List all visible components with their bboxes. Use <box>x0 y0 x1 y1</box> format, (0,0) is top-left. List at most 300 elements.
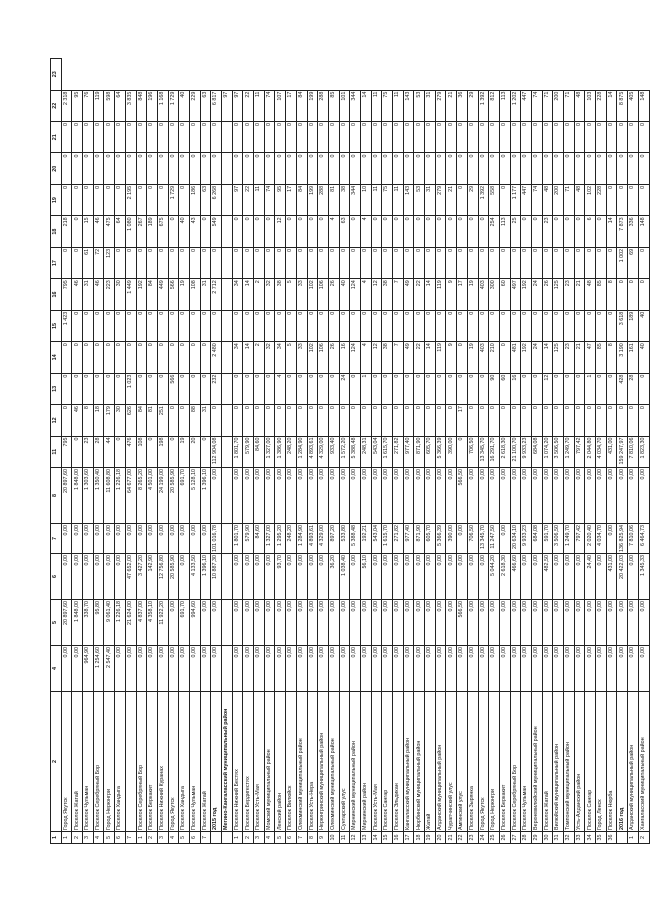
value-cell: 0 <box>382 216 393 247</box>
value-cell: 0 <box>414 216 425 247</box>
rotated-content <box>50 58 646 844</box>
value-cell: 605,70 <box>425 524 436 554</box>
value-cell: 81 <box>328 184 339 215</box>
value-cell: 0,00 <box>350 646 361 692</box>
value-cell: 0,00 <box>446 646 457 692</box>
value-cell: 0 <box>499 310 510 341</box>
row-number-cell: 7 <box>200 832 211 844</box>
value-cell: 18 <box>93 405 104 436</box>
value-cell: 4 358,10 <box>147 600 158 646</box>
value-cell: 0 <box>371 405 382 436</box>
value-cell: 29 <box>467 90 478 121</box>
row-number-cell: 21 <box>446 832 457 844</box>
value-cell: 0 <box>606 247 617 278</box>
value-cell: 0 <box>232 216 243 247</box>
table-row <box>307 59 318 844</box>
value-cell: 0 <box>467 310 478 341</box>
value-cell: 566 <box>168 373 179 404</box>
value-cell: 1 729 <box>168 90 179 121</box>
value-cell: 63 <box>200 90 211 121</box>
name-cell: Поселок Серебряный Бор <box>93 692 104 832</box>
value-cell: 0 <box>243 247 254 278</box>
value-cell: 0,00 <box>286 554 297 600</box>
value-cell: 994,60 <box>189 600 200 646</box>
value-cell: 14 <box>425 279 436 310</box>
value-cell: 0,00 <box>254 468 265 524</box>
value-cell: 7 873 <box>617 216 628 247</box>
value-cell: 0,00 <box>371 646 382 692</box>
value-cell: 0,00 <box>371 600 382 646</box>
value-cell: 0 <box>157 122 168 153</box>
value-cell: 0 <box>371 373 382 404</box>
value-cell: 1 168 <box>157 90 168 121</box>
value-cell: 0 <box>232 405 243 436</box>
value-cell: 566,50 <box>457 600 468 646</box>
value-cell: 0 <box>414 122 425 153</box>
value-cell: 0,00 <box>596 600 607 646</box>
value-cell: 1 396,10 <box>200 554 211 600</box>
value-cell: 449 <box>157 279 168 310</box>
value-cell: 161 <box>628 342 639 373</box>
value-cell: 0 <box>360 310 371 341</box>
value-cell: 0,00 <box>489 646 500 692</box>
value-cell: 0 <box>307 373 318 404</box>
value-cell: 579,90 <box>243 436 254 467</box>
value-cell: 0,00 <box>393 554 404 600</box>
value-cell: 248,31 <box>360 436 371 467</box>
value-cell: 189 <box>147 216 158 247</box>
value-cell: 0 <box>382 122 393 153</box>
value-cell: 49 <box>403 342 414 373</box>
row-number-cell: 20 <box>435 832 446 844</box>
value-cell: 1 202 <box>510 90 521 121</box>
value-cell: 0,00 <box>617 468 628 524</box>
value-cell: 3 618 <box>617 310 628 341</box>
value-cell: 0 <box>574 216 585 247</box>
value-cell: 0,00 <box>574 554 585 600</box>
table-row <box>350 59 361 844</box>
value-cell: 0,00 <box>360 468 371 524</box>
value-cell: 0 <box>425 247 436 278</box>
value-cell: 0,00 <box>414 600 425 646</box>
value-cell: 0 <box>350 122 361 153</box>
value-cell: 0 <box>596 153 607 184</box>
value-cell: 0,00 <box>382 468 393 524</box>
value-cell: 0 <box>232 122 243 153</box>
row-number-cell: 2 <box>147 832 158 844</box>
value-cell: 0,00 <box>318 646 329 692</box>
value-cell: 107 <box>275 90 286 121</box>
table-row <box>606 59 617 844</box>
value-cell: 0 <box>521 373 532 404</box>
value-cell: 125 <box>553 279 564 310</box>
value-cell: 210 <box>489 342 500 373</box>
value-cell: 74 <box>264 90 275 121</box>
value-cell: 142,90 <box>147 554 158 600</box>
value-cell: 0 <box>83 342 94 373</box>
value-cell: 0 <box>168 122 179 153</box>
value-cell: 13 345,70 <box>478 524 489 554</box>
value-cell: 0 <box>628 122 639 153</box>
value-cell: 0,00 <box>628 554 639 600</box>
value-cell: 0 <box>553 405 564 436</box>
value-cell: 0 <box>596 405 607 436</box>
value-cell: 0 <box>168 436 179 467</box>
value-cell: 0,00 <box>467 468 478 524</box>
row-number-cell: 19 <box>425 832 436 844</box>
value-cell: 0,00 <box>585 646 596 692</box>
value-cell: 0,00 <box>499 524 510 554</box>
value-cell: 0 <box>371 247 382 278</box>
value-cell: 0 <box>200 216 211 247</box>
value-cell: 0 <box>168 153 179 184</box>
value-cell: 21 100,70 <box>510 436 521 467</box>
value-cell: 63 <box>339 216 350 247</box>
name-cell: Город Якутск <box>478 692 489 832</box>
value-cell: 0,00 <box>425 646 436 692</box>
value-cell: 5 366,39 <box>435 436 446 467</box>
row-number-cell <box>222 832 233 844</box>
value-cell: 0,00 <box>478 468 489 524</box>
value-cell: 0 <box>200 310 211 341</box>
value-cell: 0,00 <box>414 646 425 692</box>
value-cell: 0,00 <box>179 554 190 600</box>
value-cell: 0 <box>286 122 297 153</box>
value-cell: 33 <box>296 279 307 310</box>
value-cell: 102 <box>307 279 318 310</box>
value-cell: 0 <box>179 373 190 404</box>
value-cell: 40 <box>638 310 649 341</box>
value-cell: 0 <box>403 153 414 184</box>
value-cell: 85 <box>596 279 607 310</box>
value-cell: 0 <box>286 373 297 404</box>
value-cell: 198 <box>157 436 168 467</box>
value-cell: 0 <box>147 436 158 467</box>
value-cell: 0 <box>531 405 542 436</box>
value-cell: 36 <box>457 90 468 121</box>
value-cell: 5 388,48 <box>350 524 361 554</box>
value-cell: 0 <box>542 122 553 153</box>
value-cell: 0 <box>307 310 318 341</box>
value-cell: 2 <box>254 342 265 373</box>
value-cell: 0 <box>531 310 542 341</box>
value-cell: 0 <box>93 310 104 341</box>
value-cell: 591,70 <box>542 524 553 554</box>
name-cell: Поселок Чульман <box>521 692 532 832</box>
value-cell: 795 <box>61 279 72 310</box>
value-cell: 0,00 <box>254 554 265 600</box>
column-header: 12 <box>51 405 62 436</box>
value-cell: 0 <box>232 247 243 278</box>
table-row <box>232 59 243 844</box>
value-cell: 8 <box>606 279 617 310</box>
value-cell: 34 <box>232 279 243 310</box>
value-cell: 0 <box>61 373 72 404</box>
value-cell: 0,00 <box>531 554 542 600</box>
value-cell: 0 <box>147 342 158 373</box>
value-cell: 28 <box>93 436 104 467</box>
value-cell: 0 <box>136 153 147 184</box>
value-cell: 123 <box>104 247 115 278</box>
value-cell: 1 396,10 <box>200 468 211 524</box>
value-cell: 71 <box>564 184 575 215</box>
value-cell: 0 <box>275 310 286 341</box>
value-cell: 22 <box>414 342 425 373</box>
value-cell: 19 <box>467 342 478 373</box>
value-cell: 0 <box>200 247 211 278</box>
value-cell: 95,80 <box>93 600 104 646</box>
value-cell: 795 <box>61 436 72 467</box>
value-cell: 119 <box>435 342 446 373</box>
value-cell: 8 <box>606 342 617 373</box>
value-cell: 6 <box>585 216 596 247</box>
value-cell: 0 <box>307 405 318 436</box>
table-row <box>72 59 83 844</box>
value-cell: 0,00 <box>435 468 446 524</box>
value-cell: 0 <box>318 373 329 404</box>
value-cell: 19 <box>467 279 478 310</box>
value-cell: 605,70 <box>425 436 436 467</box>
value-cell: 0 <box>296 373 307 404</box>
value-cell: 48 <box>574 90 585 121</box>
value-cell: 0 <box>574 373 585 404</box>
value-cell: 1 284,90 <box>296 524 307 554</box>
value-cell: 0 <box>243 405 254 436</box>
value-cell: 871,90 <box>414 436 425 467</box>
value-cell: 691,70 <box>179 600 190 646</box>
value-cell: 0,00 <box>275 468 286 524</box>
table-row <box>254 59 265 844</box>
value-cell: 0 <box>574 153 585 184</box>
row-number-cell: 7 <box>125 832 136 844</box>
value-cell: 0 <box>414 247 425 278</box>
value-cell: 0,00 <box>232 646 243 692</box>
value-cell: 0 <box>61 184 72 215</box>
table-row <box>125 59 136 844</box>
value-cell: 0,00 <box>606 646 617 692</box>
table-row <box>179 59 190 844</box>
value-cell: 0 <box>382 405 393 436</box>
value-cell: 53 <box>414 184 425 215</box>
value-cell: 47 652,00 <box>125 554 136 600</box>
value-cell: 897,20 <box>328 524 339 554</box>
value-cell: 0 <box>499 247 510 278</box>
value-cell: 0 <box>542 405 553 436</box>
value-cell: 0,00 <box>254 600 265 646</box>
row-number-cell: 2 <box>638 832 649 844</box>
value-cell: 24 <box>531 342 542 373</box>
value-cell: 0 <box>596 373 607 404</box>
value-cell: 143 <box>403 90 414 121</box>
value-cell: 336 <box>628 216 639 247</box>
value-cell: 0 <box>286 405 297 436</box>
value-cell: 32 <box>264 279 275 310</box>
value-cell: 9 <box>446 342 457 373</box>
header-row <box>51 59 62 844</box>
row-number-cell: 4 <box>168 832 179 844</box>
value-cell: 20 422,03 <box>617 554 628 600</box>
value-cell: 0 <box>72 436 83 467</box>
row-number-cell: 10 <box>328 832 339 844</box>
value-cell: 497 <box>510 279 521 310</box>
value-cell: 0 <box>350 405 361 436</box>
value-cell: 0 <box>542 247 553 278</box>
value-cell: 20 897,60 <box>61 468 72 524</box>
value-cell: 0 <box>574 310 585 341</box>
data-table <box>50 58 650 844</box>
value-cell: 344 <box>350 90 361 121</box>
value-cell: 0 <box>83 184 94 215</box>
table-row <box>275 59 286 844</box>
value-cell: 84 <box>296 184 307 215</box>
value-cell: 0 <box>435 122 446 153</box>
value-cell: 0 <box>606 405 617 436</box>
name-cell: Город Якутск <box>61 692 72 832</box>
value-cell: 23 <box>542 216 553 247</box>
value-cell: 0,00 <box>318 468 329 524</box>
name-cell: Поселок Вилюйск <box>286 692 297 832</box>
name-cell: Кангаласский муниципальный район <box>403 692 414 832</box>
value-cell: 0 <box>403 405 414 436</box>
table-row <box>339 59 350 844</box>
value-cell: 64 677,00 <box>125 468 136 524</box>
value-cell: 977,40 <box>403 524 414 554</box>
value-cell: 447 <box>521 184 532 215</box>
value-cell: 0 <box>489 153 500 184</box>
value-cell: 38 <box>275 279 286 310</box>
row-number-cell: 2 <box>243 832 254 844</box>
value-cell: 0 <box>339 122 350 153</box>
value-cell: 0,00 <box>371 554 382 600</box>
value-cell: 4 893,61 <box>307 436 318 467</box>
value-cell: 2 044,80 <box>585 436 596 467</box>
value-cell: 0 <box>606 122 617 153</box>
value-cell: 95 <box>275 184 286 215</box>
value-cell: 85 <box>596 342 607 373</box>
column-header: 18 <box>51 216 62 247</box>
value-cell: 0 <box>211 122 222 153</box>
value-cell: 0,00 <box>179 646 190 692</box>
name-cell: Поселок Жатай <box>542 692 553 832</box>
value-cell: 0 <box>350 153 361 184</box>
value-cell: 0 <box>254 122 265 153</box>
value-cell: 0 <box>617 184 628 215</box>
value-cell: 199 <box>307 90 318 121</box>
value-cell: 0 <box>93 184 104 215</box>
value-cell: 1 615,70 <box>382 436 393 467</box>
value-cell: 0 <box>147 373 158 404</box>
value-cell: 108 <box>189 279 200 310</box>
value-cell: 148 <box>638 90 649 121</box>
value-cell: 566,50 <box>457 468 468 524</box>
row-number-cell: 11 <box>339 832 350 844</box>
table-row <box>403 59 414 844</box>
value-cell: 0 <box>360 153 371 184</box>
value-cell: 0 <box>157 184 168 215</box>
value-cell: 0 <box>531 373 542 404</box>
value-cell: 0 <box>275 153 286 184</box>
value-cell: 0 <box>93 342 104 373</box>
value-cell: 0 <box>574 247 585 278</box>
value-cell: 0 <box>157 153 168 184</box>
table-row <box>414 59 425 844</box>
value-cell: 0,00 <box>286 646 297 692</box>
value-cell: 34 <box>232 342 243 373</box>
value-cell: 482,50 <box>542 554 553 600</box>
row-number-cell: 18 <box>414 832 425 844</box>
value-cell: 34 <box>275 342 286 373</box>
value-cell: 0 <box>638 247 649 278</box>
value-cell: 0,00 <box>328 468 339 524</box>
value-cell: 192 <box>521 279 532 310</box>
value-cell: 0 <box>553 216 564 247</box>
value-cell: 0,00 <box>72 646 83 692</box>
value-cell: 46 <box>72 405 83 436</box>
value-cell: 186 <box>189 184 200 215</box>
value-cell: 4 034,70 <box>596 524 607 554</box>
value-cell: 200 <box>553 90 564 121</box>
value-cell: 0,00 <box>275 646 286 692</box>
value-cell: 626 <box>125 405 136 436</box>
row-number-cell: 16 <box>393 832 404 844</box>
row-number-cell: 14 <box>371 832 382 844</box>
value-cell: 0 <box>104 122 115 153</box>
value-cell: 1 249,70 <box>564 436 575 467</box>
column-header: 20 <box>51 153 62 184</box>
value-cell: 0 <box>211 247 222 278</box>
value-cell: 0 <box>243 153 254 184</box>
value-cell: 0 <box>435 216 446 247</box>
value-cell: 17 <box>457 405 468 436</box>
value-cell: 22 <box>243 90 254 121</box>
value-cell: 40 <box>179 90 190 121</box>
value-cell: 14 <box>243 342 254 373</box>
value-cell: 0 <box>136 310 147 341</box>
table-row <box>446 59 457 844</box>
column-header: 6 <box>51 554 62 600</box>
value-cell: 75 <box>382 184 393 215</box>
value-cell: 0,00 <box>403 646 414 692</box>
value-cell: 17 <box>286 90 297 121</box>
value-cell: 0 <box>264 373 275 404</box>
row-number-cell: 31 <box>553 832 564 844</box>
value-cell: 0 <box>296 247 307 278</box>
value-cell: 0 <box>435 153 446 184</box>
value-cell: 0,00 <box>296 646 307 692</box>
name-cell: Поселок Хандыга <box>115 692 126 832</box>
value-cell: 0 <box>585 153 596 184</box>
value-cell: 0 <box>510 247 521 278</box>
value-cell: 558 <box>489 184 500 215</box>
name-cell: Чурапчинский улус <box>446 692 457 832</box>
value-cell: 19 <box>179 436 190 467</box>
value-cell: 0 <box>254 216 265 247</box>
value-cell: 0,00 <box>307 646 318 692</box>
value-cell: 0 <box>93 373 104 404</box>
value-cell: 1 848,00 <box>72 600 83 646</box>
value-cell: 0,00 <box>499 646 510 692</box>
table-row <box>136 59 147 844</box>
value-cell: 4 <box>275 373 286 404</box>
value-cell: 0 <box>254 153 265 184</box>
table-row <box>371 59 382 844</box>
value-cell: 0 <box>585 310 596 341</box>
value-cell: 229 <box>189 90 200 121</box>
value-cell: 0,00 <box>617 600 628 646</box>
value-cell: 0 <box>393 373 404 404</box>
value-cell: 5 128,10 <box>189 468 200 524</box>
value-cell: 0,00 <box>296 600 307 646</box>
